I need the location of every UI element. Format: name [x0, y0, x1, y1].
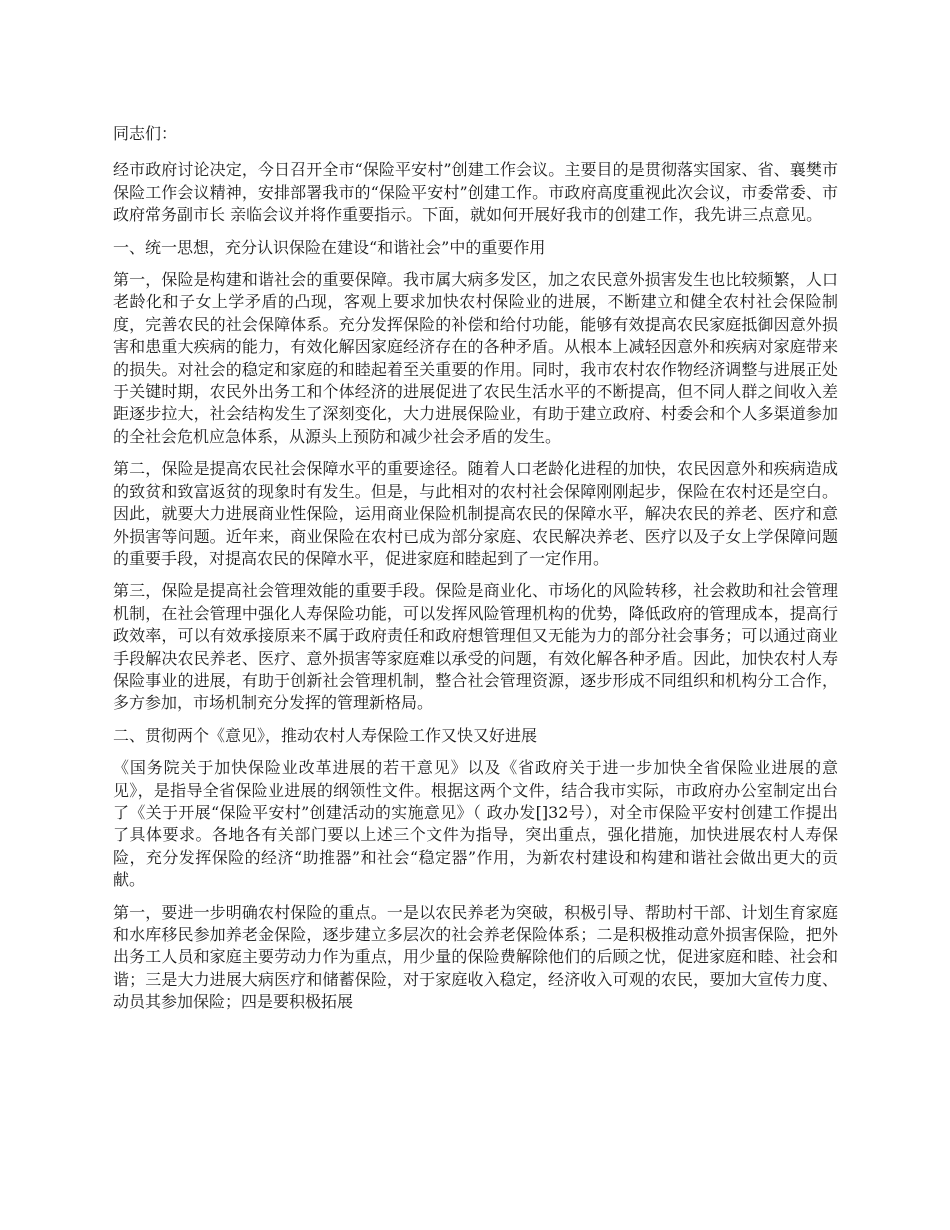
section-1-point-3: 第三，保险是提高社会管理效能的重要手段。保险是商业化、市场化的风险转移，社会救助和社会管理机制，在社会管理中强化人寿保险功能，可以发挥风险管理机构的优势，降低政府的管理成本，提高行政效率，可以有效承接原来不属于政府责任和政府想管理但又无能为力的部分社会事务；可以通过商业手段解决农民养老、医疗、意外损害等家庭难以承受的问题，有效化解各种矛盾。因此，加快农村人寿保险事业的进展，有助于创新社会管理机制，整合社会管理资源，逐步形成不同组织和机构分工合作，多方参加，市场机制充分发挥的管理新格局。 [113, 581, 838, 713]
salutation: 同志们： [113, 124, 178, 143]
section-heading-2: 二、贯彻两个《意见》，推动农村人寿保险工作又快又好进展 [113, 725, 538, 745]
document-page [113, 123, 838, 1024]
intro-paragraph: 经市政府讨论决定，今日召开全市“保险平安村”创建工作会议。主要目的是贯彻落实国家、省、襄樊市保险工作会议精神，安排部署我市的“保险平安村”创建工作。市政府高度重视此次会议，市委常委、市政府常务副市长 亲临会议并将作重要指示。下面，就如何开展好我市的创建工作，我先讲三点意见。 [113, 160, 838, 225]
section-heading-1: 一、统一思想，充分认识保险在建设“和谐社会”中的重要作用 [113, 237, 546, 257]
section-1-point-2: 第二，保险是提高农民社会保障水平的重要途径。随着人口老龄化进程的加快，农民因意外和疾病造成的致贫和致富返贫的现象时有发生。但是，与此相对的农村社会保障刚刚起步，保险在农村还是空白。因此，就要大力进展商业性保险，运用商业保险机制提高农民的保障水平，解决农民的养老、医疗和意外损害等问题。近年来，商业保险在农村已成为部分家庭、农民解决养老、医疗以及子女上学保障问题的重要手段，对提高农民的保障水平，促进家庭和睦起到了一定作用。 [113, 459, 838, 568]
section-1-point-1: 第一，保险是构建和谐社会的重要保障。我市属大病多发区，加之农民意外损害发生也比较频繁，人口老龄化和子女上学矛盾的凸现，客观上要求加快农村保险业的进展，不断建立和健全农村社会保险制度，完善农民的社会保障体系。充分发挥保险的补偿和给付功能，能够有效提高农民家庭抵御因意外损害和患重大疾病的能力，有效化解因家庭经济存在的各种矛盾。从根本上减轻因意外和疾病对家庭带来的损失。对社会的稳定和家庭的和睦起着至关重要的作用。同时，我市农村农作物经济调整与进展正处于关键时期，农民外出务工和个体经济的进展促进了农民生活水平的不断提高，但不同人群之间收入差距逐步拉大，社会结构发生了深刻变化，大力进展保险业，有助于建立政府、村委会和个人多渠道参加的全社会危机应急体系，从源头上预防和减少社会矛盾的发生。 [113, 270, 838, 446]
section-2-point-1: 第一，要进一步明确农村保险的重点。一是以农民养老为突破，积极引导、帮助村干部、计划生育家庭和水库移民参加养老金保险，逐步建立多层次的社会养老保险体系；二是积极推动意外损害保险，把外出务工人员和家庭主要劳动力作为重点，用少量的保险费解除他们的后顾之忧，促进家庭和睦、社会和谐；三是大力进展大病医疗和储蓄保险，对于家庭收入稳定，经济收入可观的农民，要加大宣传力度、动员其参加保险；四是要积极拓展 [113, 902, 838, 1012]
section-2-intro: 《国务院关于加快保险业改革进展的若干意见》以及《省政府关于进一步加快全省保险业进展的意见》，是指导全省保险业进展的纲领性文件。根据这两个文件，结合我市实际，市政府办公室制定出台了《关于开展“保险平安村”创建活动的实施意见》（ 政办发[]32号），对全市保险平安村创建工作提出了具体要求。各地各有关部门要以上述三个文件为指导，突出重点，强化措施，加快进展农村人寿保险，充分发挥保险的经济“助推器”和社会“稳定器”作用，为新农村建设和构建和谐社会做出更大的贡献。 [113, 758, 838, 890]
